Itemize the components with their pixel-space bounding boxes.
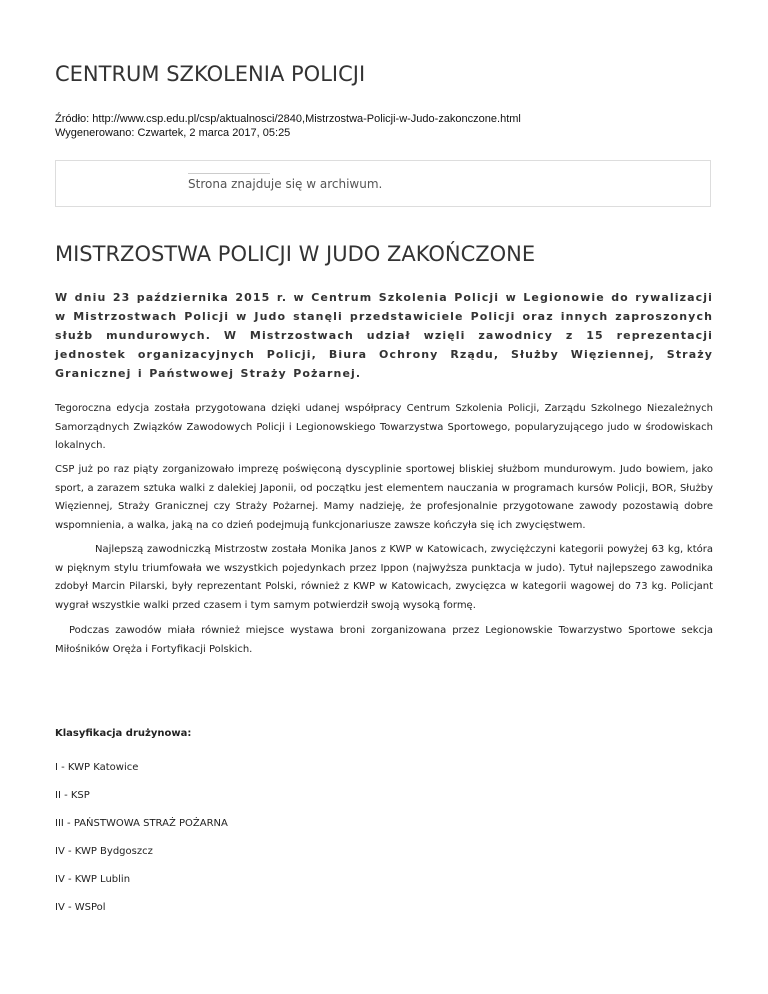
classification-item: IV - KWP Lublin: [55, 874, 131, 885]
article-paragraph: CSP już po raz piąty zorganizowało imprezę poświęconą dyscyplinie sportowej bliskiej służbom mundurowym. Judo bowiem, jako sport, a zarazem sztuka walki z dalekiej Japonii, od początku jest elementem nauczania w programach kursów Policji, BOR, Służby Więziennej, Straży Granicznej czy Straży Pożarnej. Mamy nadzieję, że profesjonalnie przygotowane zawody pozostawią dobre wspomnienia, a walka, jaką na co dzień podejmują funkcjonariusze zawsze kończyła się ich zwycięstwem.: [55, 464, 713, 531]
generated-line: Wygenerowano: Czwartek, 2 marca 2017, 05:25: [55, 127, 291, 139]
article-paragraph: Podczas zawodów miała również miejsce wystawa broni zorganizowana przez Legionowskie Towarzystwo Sportowe sekcja Miłośników Oręża i Fortyfikacji Polskich.: [55, 625, 713, 655]
classification-item: III - PAŃSTWOWA STRAŻ POŻARNA: [55, 818, 228, 829]
article-paragraph: Najlepszą zawodniczką Mistrzostw została Monika Janos z KWP w Katowicach, zwyciężczyni kategorii powyżej 63 kg, która w pięknym stylu triumfowała we wszystkich pojedynkach przez Ippon (najwyższa punktacja w judo). Tytuł najlepszego zawodnika zdobył Marcin Pilarski, były reprezentant Polski, również z KWP w Katowicach, zwycięzca w kategorii wagowej do 73 kg. Policjant wygrał wszystkie walki przed czasem i tym samym potwierdził swoją wysoką formę.: [55, 544, 713, 611]
source-line: Źródło: http://www.csp.edu.pl/csp/aktualnosci/2840,Mistrzostwa-Policji-w-Judo-zakonczone.html: [55, 113, 521, 125]
article-lead: W dniu 23 października 2015 r. w Centrum Szkolenia Policji w Legionowie do rywalizacji w Mistrzostwach Policji w Judo stanęli przedstawiciele Policji oraz innych zaproszonych służb mundurowych. W Mistrzostwach udział wzięli zawodnicy z 15 reprezentacji jednostek organizacyjnych Policji, Biura Ochrony Rządu, Służby Więziennej, Straży Granicznej i Państwowej Straży Pożarnej.: [55, 291, 713, 380]
article-title: MISTRZOSTWA POLICJI W JUDO ZAKOŃCZONE: [55, 242, 536, 266]
classification-item: IV - WSPol: [55, 902, 106, 913]
classification-item: IV - KWP Bydgoszcz: [55, 846, 153, 857]
archive-notice-text: Strona znajduje się w archiwum.: [188, 177, 383, 191]
print-meta: [55, 112, 521, 140]
team-classification: [55, 727, 228, 929]
classification-heading: Klasyfikacja drużynowa:: [55, 728, 192, 739]
archive-notice: [55, 160, 711, 207]
archive-divider: [188, 173, 270, 174]
site-title: CENTRUM SZKOLENIA POLICJI: [55, 62, 366, 86]
classification-item: I - KWP Katowice: [55, 762, 139, 773]
classification-item: II - KSP: [55, 790, 90, 801]
article-paragraph: Tegoroczna edycja została przygotowana dzięki udanej współpracy Centrum Szkolenia Policji, Zarządu Szkolnego Niezależnych Samorządnych Związków Zawodowych Policji i Legionowskiego Towarzystwa Sportowego, popularyzującego judo w środowiskach lokalnych.: [55, 403, 713, 451]
